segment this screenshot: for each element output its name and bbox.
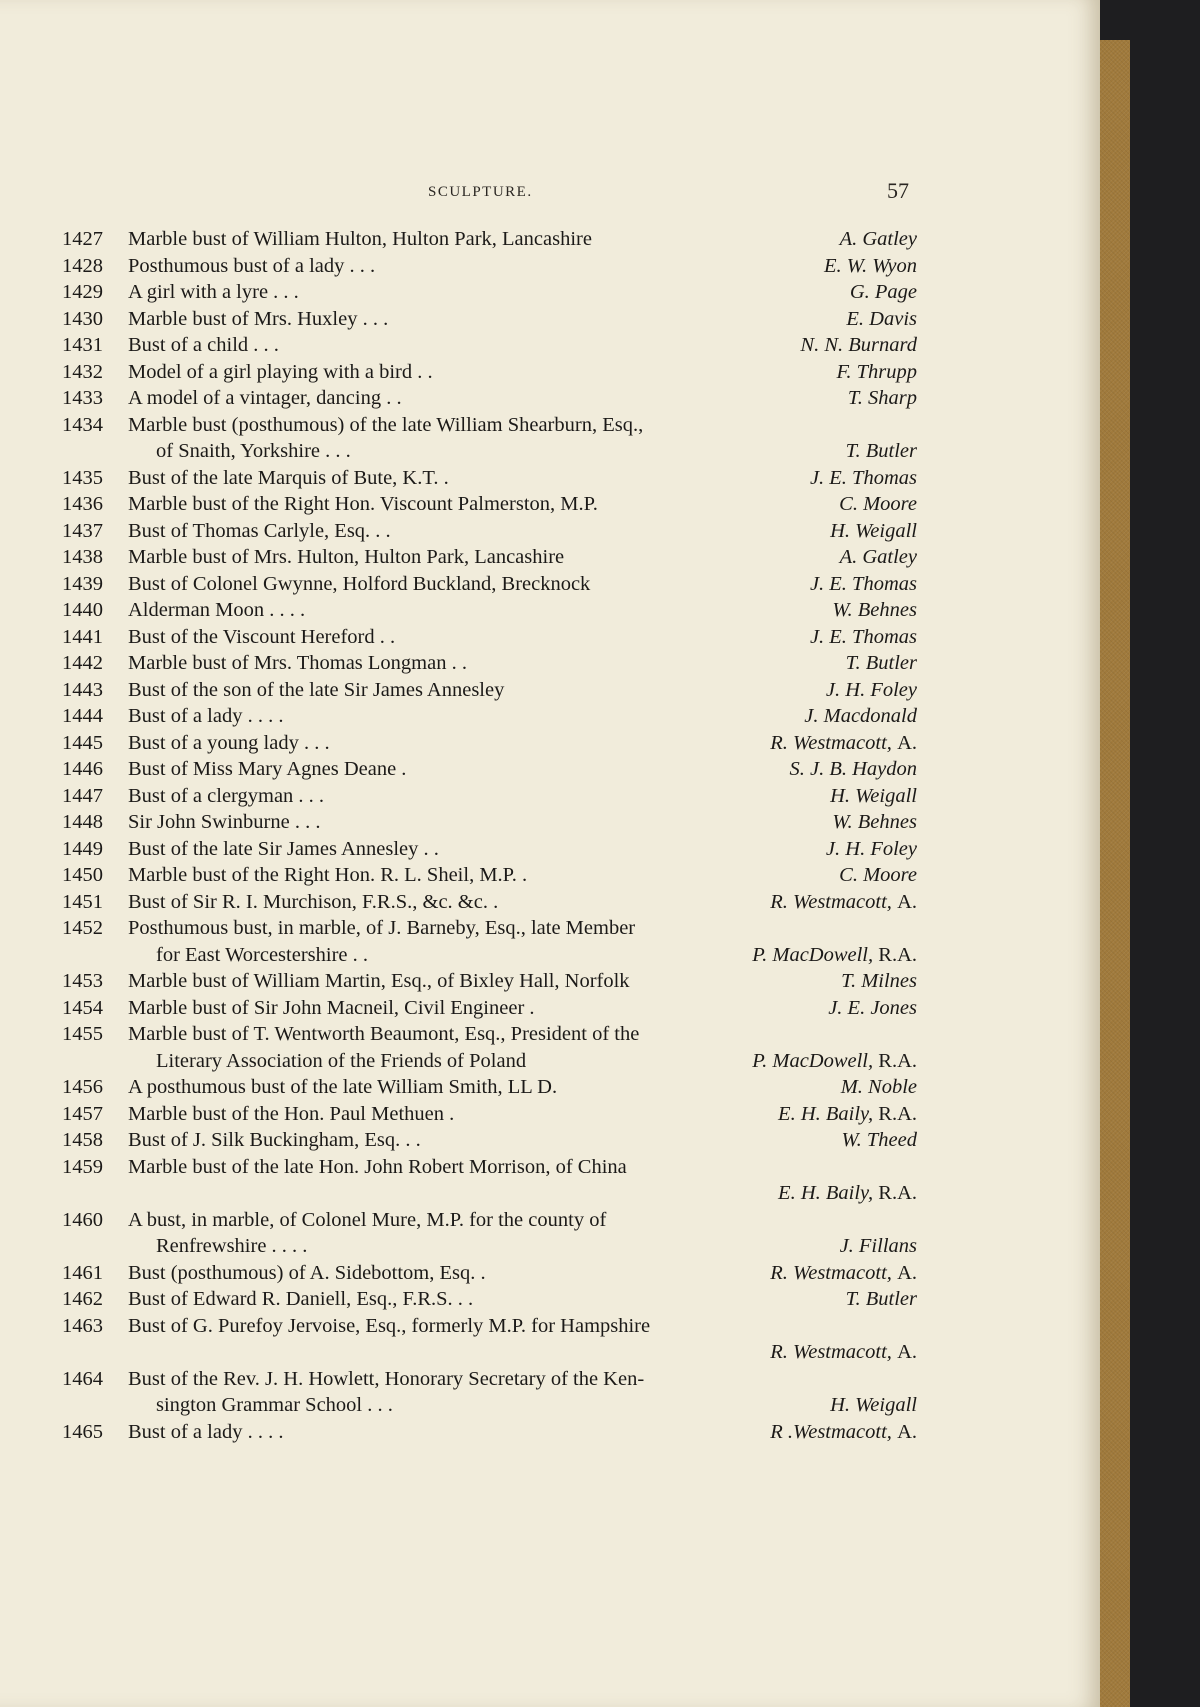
artist-name: P. MacDowell, (752, 1049, 874, 1072)
entry-artist (848, 385, 917, 412)
entry-line (62, 1286, 917, 1313)
entry-number: 1433 (62, 387, 103, 409)
entry-line (62, 889, 917, 916)
entry-artist (770, 1339, 917, 1366)
entry-number: 1432 (62, 360, 103, 383)
entry-line (62, 862, 917, 889)
entry-artist (830, 518, 917, 545)
artist-name: J. E. Thomas (809, 625, 917, 648)
entry-number: 1443 (62, 678, 103, 701)
entry-number: 1449 (62, 837, 103, 860)
artist-rank: A. (897, 890, 917, 913)
artist-name: G. Page (849, 281, 917, 303)
entry-title: Marble bust (posthumous) of the late William Shearburn, Esq., (128, 413, 644, 436)
entry-title: Bust of Miss Mary Agnes Deane . (128, 758, 407, 780)
entry-line (62, 756, 917, 783)
artist-name: T. Milnes (841, 970, 917, 992)
entry-line (62, 491, 917, 518)
entry-line (62, 571, 917, 598)
catalogue-entries (62, 226, 917, 1445)
entry-line (62, 1074, 917, 1101)
entry-line (62, 836, 917, 863)
artist-name: H. Weigall (830, 1394, 917, 1416)
entry-artist (830, 783, 917, 810)
artist-rank: A. (897, 1420, 917, 1443)
entry-title: Marble bust of William Martin, Esq., of Bixley Hall, Norfolk (128, 970, 630, 992)
entry-artist (846, 306, 917, 333)
entry-number: 1459 (62, 1155, 103, 1178)
entry-artist (752, 942, 917, 969)
entry-continuation-line (62, 1339, 917, 1366)
entry-number: 1446 (62, 758, 103, 780)
entry-title: Posthumous bust, in marble, of J. Barneby, Esq., late Member (128, 917, 636, 939)
artist-name: F. Thrupp (836, 360, 917, 383)
entry-title: Marble bust of Mrs. Thomas Longman . . (128, 652, 467, 674)
entry-number: 1462 (62, 1288, 103, 1310)
entry-number: 1458 (62, 1129, 103, 1151)
entry-artist (810, 465, 917, 492)
entry-title: Bust of a clergyman . . . (128, 784, 325, 807)
entry-title: Bust of J. Silk Buckingham, Esq. . . (128, 1129, 421, 1151)
entry-artist (832, 597, 917, 624)
entry-title: Bust of the son of the late Sir James Annesley (128, 678, 505, 701)
entry-title: Bust of Colonel Gwynne, Holford Buckland, Brecknock (128, 572, 591, 595)
artist-name: R. Westmacott, (770, 1261, 892, 1284)
entry-artist (840, 226, 917, 253)
entry-artist (832, 809, 917, 836)
entry-title: Bust of a young lady . . . (128, 731, 330, 754)
entry-title: Marble bust of Mrs. Huxley . . . (128, 307, 389, 330)
entry-line (62, 1313, 917, 1340)
entry-continuation-line (62, 1180, 917, 1207)
entry-title: Marble bust of the Right Hon. R. L. Sheil, M.P. . (128, 864, 528, 886)
entry-line (62, 1154, 917, 1181)
entry-title: Bust of a child . . . (128, 334, 279, 356)
entry-title: Bust of Edward R. Daniell, Esq., F.R.S. . . (128, 1288, 474, 1310)
artist-name: E. W. Wyon (823, 254, 917, 277)
entry-artist (804, 703, 917, 730)
artist-name: R. Westmacott, (770, 890, 892, 913)
artist-name: N. N. Burnard (800, 334, 917, 356)
entry-number: 1437 (62, 519, 103, 542)
artist-name: J. Fillans (839, 1235, 917, 1257)
entry-artist (770, 1419, 917, 1446)
entry-title: Bust of the late Sir James Annesley . . (128, 837, 439, 860)
entry-number: 1460 (62, 1208, 103, 1231)
entry-title: Sir John Swinburne . . . (128, 811, 321, 833)
entry-artist (840, 544, 917, 571)
entry-artist (839, 862, 917, 889)
entry-title: Bust of Sir R. I. Murchison, F.R.S., &c. &c. . (128, 890, 499, 913)
entry-continuation-line (62, 1048, 917, 1075)
artist-name: E. Davis (846, 307, 917, 330)
entry-artist (841, 968, 917, 995)
artist-name: J. E. Thomas (809, 572, 917, 595)
entry-artist (826, 677, 917, 704)
entry-line (62, 544, 917, 571)
entry-number: 1430 (62, 307, 103, 330)
entry-title: Bust of the late Marquis of Bute, K.T. . (128, 466, 449, 489)
entry-artist (770, 1260, 917, 1287)
entry-number: 1447 (62, 784, 103, 807)
entry-artist (841, 1127, 917, 1154)
entry-line (62, 1021, 917, 1048)
artist-rank: A. (897, 1341, 917, 1363)
entry-line (62, 359, 917, 386)
entry-number: 1440 (62, 599, 103, 621)
entry-line (62, 465, 917, 492)
entry-number: 1444 (62, 705, 103, 727)
entry-title: Marble bust of Mrs. Hulton, Hulton Park, Lancashire (128, 546, 565, 568)
entry-title: Bust of the Viscount Hereford . . (128, 625, 396, 648)
entry-line (62, 518, 917, 545)
artist-name: R. Westmacott, (770, 1341, 892, 1363)
entry-title: Bust of the Rev. J. H. Howlett, Honorary Secretary of the Ken- (128, 1367, 645, 1390)
entry-number: 1452 (62, 917, 103, 939)
entry-title-continued: for East Worcestershire . . (156, 943, 369, 966)
entry-artist (840, 1233, 917, 1260)
artist-name: J. H. Foley (825, 837, 917, 860)
entry-line (62, 226, 917, 253)
entry-number: 1450 (62, 864, 103, 886)
artist-name: W. Behnes (832, 811, 917, 833)
entry-artist (770, 730, 917, 757)
running-title: SCULPTURE. (428, 184, 533, 200)
entry-artist (789, 756, 917, 783)
artist-name: H. Weigall (830, 784, 917, 807)
entry-line (62, 597, 917, 624)
entry-number: 1435 (62, 466, 103, 489)
artist-name: J. E. Jones (828, 996, 917, 1019)
entry-number: 1427 (62, 228, 103, 250)
artist-name: A. Gatley (839, 228, 917, 250)
artist-rank: R.A. (878, 1102, 917, 1125)
artist-name: E. H. Baily, (778, 1182, 874, 1204)
entry-line (62, 783, 917, 810)
entry-number: 1464 (62, 1367, 103, 1390)
entry-artist (846, 650, 917, 677)
entry-number: 1453 (62, 970, 103, 992)
entry-title: Bust of G. Purefoy Jervoise, Esq., formerly M.P. for Hampshire (128, 1314, 651, 1337)
artist-name: T. Sharp (847, 387, 917, 409)
entry-line (62, 995, 917, 1022)
entry-number: 1439 (62, 572, 103, 595)
artist-name: T. Butler (845, 652, 917, 674)
entry-line (62, 703, 917, 730)
entry-title-continued: of Snaith, Yorkshire . . . (156, 440, 351, 462)
entry-line (62, 968, 917, 995)
entry-title: Marble bust of William Hulton, Hulton Park, Lancashire (128, 228, 592, 250)
artist-rank: A. (897, 731, 917, 754)
artist-name: J. E. Thomas (809, 466, 917, 489)
artist-name: R. Westmacott, (770, 731, 892, 754)
entry-title: Marble bust of the Hon. Paul Methuen . (128, 1102, 455, 1125)
entry-line (62, 385, 917, 412)
artist-rank: R.A. (878, 1182, 917, 1204)
artist-name: J. Macdonald (804, 705, 917, 727)
entry-number: 1428 (62, 254, 103, 277)
entry-title: A bust, in marble, of Colonel Mure, M.P. for the county of (128, 1208, 607, 1231)
entry-title: Bust of Thomas Carlyle, Esq. . . (128, 519, 391, 542)
entry-artist (810, 571, 917, 598)
entry-line (62, 1101, 917, 1128)
entry-number: 1429 (62, 281, 103, 303)
entry-line (62, 253, 917, 280)
artist-name: J. H. Foley (825, 678, 917, 701)
artist-name: S. J. B. Haydon (789, 758, 917, 780)
artist-name: A. Gatley (839, 546, 917, 568)
entry-title: Bust of a lady . . . . (128, 705, 284, 727)
entry-title-continued: Renfrewshire . . . . (156, 1235, 308, 1257)
entry-artist (824, 253, 917, 280)
entry-title: Bust of a lady . . . . (128, 1420, 284, 1443)
artist-name: T. Butler (845, 1288, 917, 1310)
entry-artist (846, 1286, 917, 1313)
entry-title: Marble bust of the late Hon. John Robert Morrison, of China (128, 1155, 627, 1178)
entry-number: 1465 (62, 1420, 103, 1443)
entry-number: 1463 (62, 1314, 103, 1337)
artist-rank: R.A. (878, 1049, 917, 1072)
entry-artist (800, 332, 917, 359)
entry-number: 1438 (62, 546, 103, 568)
entry-title: Alderman Moon . . . . (128, 599, 306, 621)
entry-number: 1445 (62, 731, 103, 754)
entry-line (62, 1366, 917, 1393)
artist-name: T. Butler (845, 440, 917, 462)
entry-artist (828, 995, 917, 1022)
entry-title-continued: sington Grammar School . . . (156, 1394, 393, 1416)
entry-title: Posthumous bust of a lady . . . (128, 254, 376, 277)
entry-artist (752, 1048, 917, 1075)
page-header (0, 178, 1100, 208)
entry-title: Model of a girl playing with a bird . . (128, 360, 433, 383)
entry-line (62, 1419, 917, 1446)
entry-artist (826, 836, 917, 863)
entry-continuation-line (62, 942, 917, 969)
entry-number: 1448 (62, 811, 103, 833)
entry-line (62, 650, 917, 677)
entry-line (62, 306, 917, 333)
entry-title: Marble bust of the Right Hon. Viscount Palmerston, M.P. (128, 493, 598, 515)
entry-line (62, 677, 917, 704)
entry-line (62, 730, 917, 757)
entry-artist (839, 491, 917, 518)
entry-title-continued: Literary Association of the Friends of Poland (156, 1049, 527, 1072)
entry-artist (830, 1392, 917, 1419)
entry-number: 1456 (62, 1076, 103, 1098)
artist-name: E. H. Baily, (778, 1102, 874, 1125)
entry-artist (846, 438, 917, 465)
entry-line (62, 809, 917, 836)
artist-rank: R.A. (878, 943, 917, 966)
artist-name: C. Moore (839, 493, 917, 515)
entry-title: Bust (posthumous) of A. Sidebottom, Esq. . (128, 1261, 486, 1284)
artist-name: P. MacDowell, (752, 943, 874, 966)
entry-number: 1441 (62, 625, 103, 648)
entry-continuation-line (62, 1233, 917, 1260)
entry-title: A posthumous bust of the late William Smith, LL D. (128, 1076, 558, 1098)
artist-rank: A. (897, 1261, 917, 1284)
entry-number: 1451 (62, 890, 103, 913)
entry-artist (810, 624, 917, 651)
artist-name: M. Noble (840, 1076, 917, 1098)
entry-artist (850, 279, 917, 306)
entry-line (62, 1260, 917, 1287)
entry-line (62, 624, 917, 651)
entry-line (62, 412, 917, 439)
entry-continuation-line (62, 1392, 917, 1419)
entry-number: 1461 (62, 1261, 103, 1284)
artist-name: W. Theed (841, 1129, 917, 1151)
entry-title: A girl with a lyre . . . (128, 281, 299, 303)
entry-number: 1436 (62, 493, 103, 515)
entry-title: Marble bust of T. Wentworth Beaumont, Esq., President of the (128, 1023, 640, 1045)
entry-line (62, 279, 917, 306)
artist-name: W. Behnes (832, 599, 917, 621)
entry-line (62, 332, 917, 359)
entry-artist (770, 889, 917, 916)
entry-number: 1434 (62, 413, 103, 436)
artist-name: H. Weigall (830, 519, 917, 542)
entry-line (62, 1207, 917, 1234)
entry-number: 1454 (62, 996, 103, 1019)
artist-name: R .Westmacott, (770, 1420, 892, 1443)
entry-artist (778, 1180, 917, 1207)
entry-artist (836, 359, 917, 386)
entry-title: A model of a vintager, dancing . . (128, 387, 402, 409)
entry-number: 1457 (62, 1102, 103, 1125)
entry-artist (841, 1074, 917, 1101)
entry-continuation-line (62, 438, 917, 465)
entry-line (62, 915, 917, 942)
entry-title: Marble bust of Sir John Macneil, Civil Engineer . (128, 996, 535, 1019)
artist-name: C. Moore (839, 864, 917, 886)
entry-line (62, 1127, 917, 1154)
entry-number: 1442 (62, 652, 103, 674)
entry-artist (778, 1101, 917, 1128)
entry-number: 1455 (62, 1023, 103, 1045)
entry-number: 1431 (62, 334, 103, 356)
page-number: 57 (887, 178, 909, 203)
